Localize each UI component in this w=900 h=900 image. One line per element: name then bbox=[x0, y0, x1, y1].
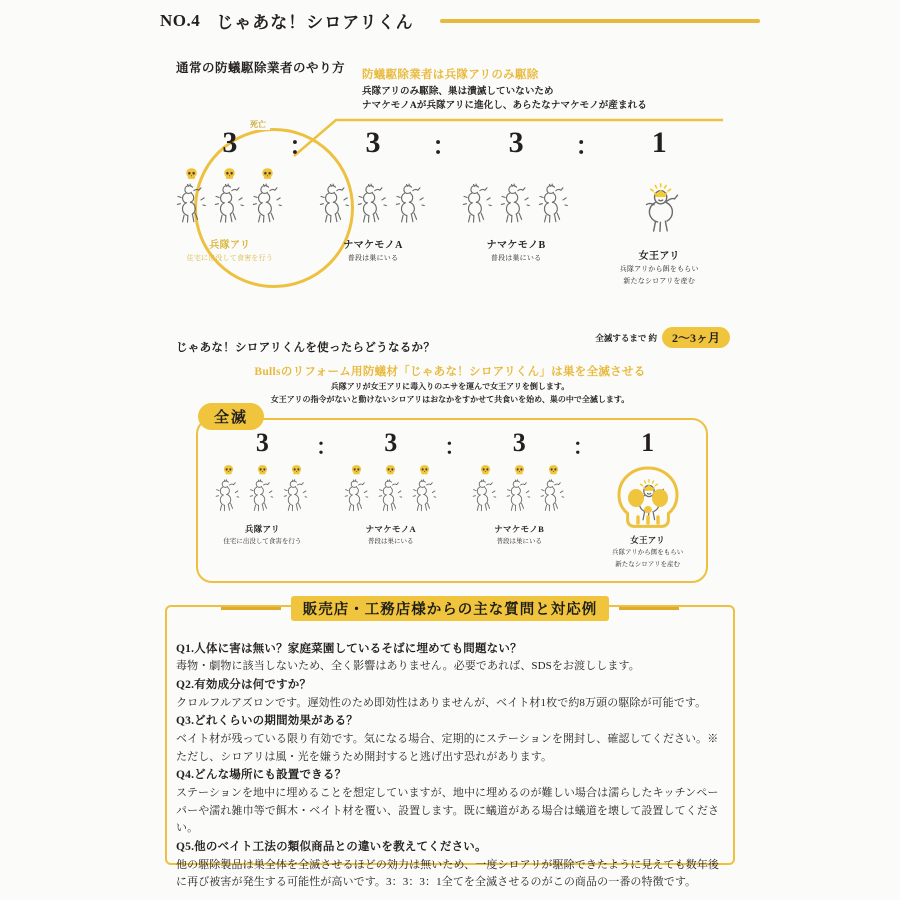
ant-type-label: ナマケモノB bbox=[494, 524, 545, 534]
faq-question-5: Q5.他のベイト工法の類似商品との違いを教えてください。 bbox=[176, 841, 487, 854]
skull-icon bbox=[214, 166, 246, 182]
ant-glyph bbox=[214, 478, 242, 518]
ant-figure bbox=[411, 462, 439, 518]
skull-icon-placeholder bbox=[357, 166, 389, 182]
callout-line-1: 兵隊アリのみ駆除、巣は潰滅していないため bbox=[362, 87, 554, 97]
faq-rule-left bbox=[221, 607, 281, 610]
ant-group-2 bbox=[315, 128, 431, 263]
skull-icon-placeholder bbox=[643, 166, 675, 182]
ant-group-1 bbox=[210, 430, 315, 547]
section2-question: じゃあな！シロアリくんを使ったらどうなるか？ bbox=[176, 342, 436, 354]
ant-type-description-2: 新たなシロアリを産む bbox=[615, 560, 680, 568]
ant-figure bbox=[282, 462, 310, 518]
faq-answer-3: ベイト材が残っている限り有効です。気になる場合、定期的にステーションを開封し、確認してください。※ただし、シロアリは風・光を嫌うため開封すると逃げ出す恐れがあります。 bbox=[176, 732, 719, 763]
ant-type-label: ナマケモノA bbox=[365, 524, 416, 534]
diagram2-group-row bbox=[210, 430, 700, 570]
diagram-normal-method bbox=[172, 120, 717, 293]
ant-figure bbox=[214, 462, 242, 518]
ant-count: 1 bbox=[641, 428, 655, 457]
page-title: じゃあな！シロアリくん bbox=[216, 13, 414, 32]
ant-type-description-2: 新たなシロアリを産む bbox=[623, 277, 696, 286]
ant-figure bbox=[176, 166, 208, 230]
ant-type-description: 住宅に出没して食害を行う bbox=[223, 538, 302, 545]
skull-icon-placeholder bbox=[395, 166, 427, 182]
ant-type-description: 普段は巣にいる bbox=[368, 538, 414, 545]
ratio-separator: ： bbox=[289, 134, 314, 160]
ratio-separator: ： bbox=[444, 435, 466, 459]
ant-glyph bbox=[538, 182, 570, 230]
faq-answer-1: 毒物・劇物に該当しないため、全く影響はありません。必要であれば、SDSをお渡しします。 bbox=[176, 660, 640, 673]
page-header bbox=[160, 8, 760, 33]
section2-headline: Bullsのリフォーム用防蟻材「じゃあな！シロアリくん」は巣を全滅させる bbox=[254, 366, 646, 378]
ant-figure bbox=[377, 462, 405, 518]
ant-type-label: ナマケモノB bbox=[486, 240, 546, 251]
ant-type-label: 女王アリ bbox=[630, 535, 666, 545]
faq-list bbox=[176, 640, 728, 892]
ant-figure bbox=[343, 462, 371, 518]
ant-type-description: 住宅に出没して食害を行う bbox=[186, 254, 274, 262]
faq-answer-2: クロルフルアズロンです。遅効性のため即効性はありませんが、ベイト材1枚で約8万頭の駆除が可能です。 bbox=[176, 696, 707, 709]
diagram1-group-row bbox=[172, 128, 717, 287]
skull-icon bbox=[505, 462, 533, 478]
ant-glyph bbox=[176, 182, 208, 230]
ant-group-1 bbox=[172, 128, 288, 263]
circle-death-tag: 死亡 bbox=[246, 119, 270, 130]
section2-detail-line-2: 女王アリの指令がないと動けないシロアリはおなかをすかせて共食いを始め、巣の中で全滅します。 bbox=[270, 394, 630, 404]
faq-question-2: Q2.有効成分は何ですか？ bbox=[176, 679, 312, 692]
faq-rule-right bbox=[619, 607, 679, 610]
skull-icon bbox=[343, 462, 371, 478]
ant-figure bbox=[357, 166, 389, 230]
ant-glyph bbox=[500, 182, 532, 230]
skull-icon bbox=[471, 462, 499, 478]
skull-icon bbox=[282, 462, 310, 478]
duration-badge-group bbox=[595, 327, 730, 348]
ant-glyph bbox=[377, 478, 405, 518]
skull-icon bbox=[411, 462, 439, 478]
faq-question-3: Q3.どれくらいの期間効果がある？ bbox=[176, 715, 358, 728]
skull-icon bbox=[377, 462, 405, 478]
faq-question-4: Q4.どんな場所にも設置できる？ bbox=[176, 769, 347, 782]
ant-figure-group bbox=[172, 166, 288, 230]
skull-icon-placeholder bbox=[462, 166, 494, 182]
skull-icon-placeholder bbox=[319, 166, 351, 182]
skull-icon bbox=[176, 166, 208, 182]
ant-glyph bbox=[471, 478, 499, 518]
ant-count: 3 bbox=[508, 126, 524, 159]
ant-figure bbox=[539, 462, 567, 518]
ant-figure bbox=[248, 462, 276, 518]
ant-glyph bbox=[462, 182, 494, 230]
ant-type-description: 兵隊アリから餌をもらい bbox=[619, 265, 699, 273]
ant-glyph bbox=[357, 182, 389, 230]
ant-figure-group bbox=[467, 462, 572, 518]
faq-question-1: Q1.人体に害は無い？家庭菜園しているそばに埋めても問題ない？ bbox=[176, 643, 522, 655]
skull-icon bbox=[248, 462, 276, 478]
callout-box bbox=[362, 66, 722, 114]
ratio-separator: ： bbox=[572, 435, 594, 459]
ant-glyph bbox=[282, 478, 310, 518]
ant-group-3 bbox=[458, 128, 574, 263]
ant-glyph bbox=[214, 182, 246, 230]
ant-glyph bbox=[505, 478, 533, 518]
ant-figure bbox=[505, 462, 533, 518]
page-number-label: NO.4 bbox=[160, 10, 201, 30]
ant-figure-group bbox=[210, 462, 315, 518]
callout-line-2: ナマケモノAが兵隊アリに進化し、あらたなナマケモノが産まれる bbox=[362, 100, 647, 111]
duration-badge-prefix: 全滅するまで 約 bbox=[595, 332, 657, 343]
ant-type-label: 兵隊アリ bbox=[244, 524, 280, 534]
queen-ant-figure bbox=[643, 166, 675, 241]
ant-figure-group bbox=[595, 462, 700, 529]
ant-type-description: 兵隊アリから餌をもらい bbox=[612, 549, 684, 556]
callout-title: 防蟻駆除業者は兵隊アリのみ駆除 bbox=[362, 69, 539, 81]
ant-figure bbox=[214, 166, 246, 230]
ant-glyph bbox=[319, 182, 351, 230]
ratio-separator: ： bbox=[575, 134, 600, 160]
ant-group-4 bbox=[601, 128, 717, 287]
ant-type-description: 普段は巣にいる bbox=[347, 254, 399, 262]
ant-figure-group bbox=[601, 166, 717, 241]
section2-detail-line-1: 兵隊アリが女王アリに毒入りのエサを運んで女王アリを倒します。 bbox=[330, 382, 570, 391]
ant-group-2 bbox=[338, 430, 443, 547]
ant-glyph bbox=[539, 478, 567, 518]
skull-icon bbox=[214, 462, 242, 478]
ant-type-description: 普段は巣にいる bbox=[496, 538, 542, 545]
ant-group-3 bbox=[467, 430, 572, 547]
ant-figure-group bbox=[315, 166, 431, 230]
ratio-separator: ： bbox=[432, 134, 457, 160]
queen-death-highlight bbox=[611, 464, 685, 538]
ant-figure bbox=[252, 166, 284, 230]
ant-glyph bbox=[411, 478, 439, 518]
zenmetsu-badge: 全滅 bbox=[198, 403, 264, 430]
faq-header bbox=[165, 596, 735, 621]
ant-type-label: 兵隊アリ bbox=[209, 240, 251, 251]
ant-type-label: 女王アリ bbox=[638, 251, 680, 262]
faq-heading: 販売店・工務店様からの主な質問と対応例 bbox=[291, 596, 610, 621]
ant-figure bbox=[471, 462, 499, 518]
ant-group-4 bbox=[595, 430, 700, 570]
ant-glyph bbox=[343, 478, 371, 518]
header-rule bbox=[440, 19, 760, 23]
ant-figure bbox=[500, 166, 532, 230]
section1-label: 通常の防蟻駆除業者のやり方 bbox=[176, 61, 346, 75]
ant-count: 1 bbox=[651, 126, 667, 159]
faq-answer-4: ステーションを地中に埋めることを想定していますが、地中に埋めるのが難しい場合は濡らしたキッチンペーパーや濡れ雑巾等で餌木・ベイト材を覆い、設置します。既に蟻道がある場合は蟻道を壊して設置してください。 bbox=[176, 786, 720, 835]
skull-icon-placeholder bbox=[538, 166, 570, 182]
ant-type-label: ナマケモノA bbox=[343, 240, 403, 251]
skull-icon bbox=[252, 166, 284, 182]
skull-icon-placeholder bbox=[500, 166, 532, 182]
ant-figure bbox=[319, 166, 351, 230]
ant-type-description: 普段は巣にいる bbox=[490, 254, 542, 262]
ratio-separator: ： bbox=[316, 435, 338, 459]
ant-figure-group bbox=[458, 166, 574, 230]
ant-count: 3 bbox=[384, 428, 398, 457]
skull-icon bbox=[539, 462, 567, 478]
ant-glyph bbox=[248, 478, 276, 518]
ant-count: 3 bbox=[512, 428, 526, 457]
ant-count: 3 bbox=[222, 126, 238, 159]
ant-count: 3 bbox=[255, 428, 269, 457]
queen-ant-glyph bbox=[643, 182, 675, 241]
ant-figure-group bbox=[338, 462, 443, 518]
ant-glyph bbox=[252, 182, 284, 230]
faq-answer-5: 他の駆除製品は巣全体を全滅させるほどの効力は無いため、一度シロアリが駆除できたように見えても数年後に再び被害が発生する可能性が高いです。3：3：3：1全てを全滅させるのがこの商品の一番の特徴です。 bbox=[176, 858, 720, 889]
ant-figure bbox=[538, 166, 570, 230]
ant-glyph bbox=[395, 182, 427, 230]
ant-figure bbox=[462, 166, 494, 230]
section2-detail bbox=[0, 381, 900, 407]
ant-count: 3 bbox=[365, 126, 381, 159]
duration-badge: 2〜3ヶ月 bbox=[662, 327, 730, 348]
ant-figure bbox=[395, 166, 427, 230]
